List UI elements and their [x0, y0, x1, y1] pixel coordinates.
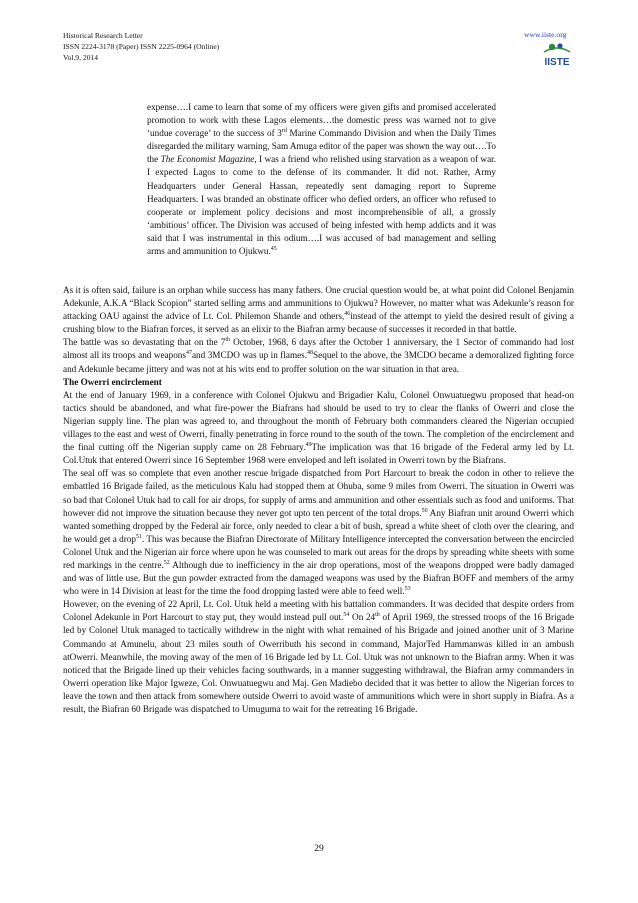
- paragraph-2: [63, 336, 574, 375]
- p2-text-b: October, 1968, 6 days after the October 1 anniversary, the 1 Sector of commando had lost almost all its troops and weapons: [63, 337, 574, 361]
- journal-title: Historical Research Letter: [63, 31, 143, 40]
- footnote-ref-49[interactable]: 49: [305, 442, 312, 449]
- quote-italic-title: The Economist Magazine: [160, 154, 255, 165]
- block-quote: [147, 101, 496, 258]
- journal-url-link[interactable]: www.iiste.org: [524, 30, 567, 39]
- quote-text-2: Marine Commando Division and when the Daily Times disregarded the military warning, Sam Amuga editor of the paper was shown the way out….To the: [147, 128, 496, 165]
- paragraph-1: [63, 284, 574, 336]
- superscript-rd: rd: [281, 128, 287, 135]
- p2-text-c: and 3MCDO was up in flames.: [191, 350, 308, 361]
- p1-text-b: instead of the attempt to yield the desired result of giving a crushing blow to the Biafran forces, it served as an elixir to the Biafran army because of successes it recorded in that battle.: [63, 311, 574, 335]
- superscript-th-2: th: [375, 612, 380, 619]
- p5-text-a: However, on the evening of 22 April, Lt. Col. Utuk held a meeting with his battalion commanders. It was decided that despite orders from Colonel Adekunle in Port Harcourt to stay put, they would instead pull out.: [63, 599, 574, 623]
- superscript-th-1: th: [225, 337, 231, 344]
- page-number: 29: [314, 844, 324, 854]
- p4-text-b: Any Biafran unit around Owerri which wanted something dropped by the Federal air force, only needed to clear a bit of bush, spread a white sheet of cloth over the clearing, and he would get a drop: [63, 507, 574, 544]
- logo-text: IISTE: [544, 57, 570, 68]
- p3-text-b: The implication was that 16 brigade of the Federal army led by Lt. Col.Utuk that entered Owerri since 16 September 1968 were enveloped and left isolated in Owerri town by the Biafrans.: [63, 442, 574, 466]
- footnote-ref-50[interactable]: 50: [421, 507, 428, 514]
- footnote-ref-46[interactable]: 46: [344, 311, 351, 318]
- quote-text-1: expense….I came to learn that some of my officers were given gifts and promised accelerated promotion to work with these Lagos elements…the domestic press was warned not to give ‘undue coverage’ to the success of 3: [147, 102, 496, 139]
- paragraph-5: [63, 598, 574, 716]
- footnote-ref-47[interactable]: 47: [185, 350, 192, 357]
- p4-text-c: . This was because the Biafran Directorate of Military Intelligence intercepted the conversation between the encircled Colonel Utuk and the Nigerian air force where upon he was counseled to mark out areas for the drops by spreading white sheets with some red markings in the centre.: [63, 533, 574, 570]
- section-heading: The Owerri encirclement: [63, 376, 162, 387]
- p5-text-c: of April 1969, the stressed troops of the 16 Brigade led by Colonel Utuk managed to tactically withdrew in the night with what remained of his Brigade and joined another unit of 3 Marine Commando at Amunelu, about 23 miles south of Owerributh his second in command, MajorTed Hammanwas killed in an ambush atOwerri. Meanwhile, the moving away of the men of 16 Brigade led by Lt. Col. Utuk was not unknown to the Biafran army. When it was noticed that the Brigade lined up their vehicles facing southwards, in a manner suggesting withdrawal, the Biafran army commanders in Owerri operation like Major Igweze, Col. Onwuatuegwu and Maj. Gen Madiebo decided that it was better to allow the Nigerian forces to leave the town and then attack from somewhere outside Owerri to avoid waste of ammunitions which were in short supply in Biafra. As a result, the Biafran 60 Brigade was dispatched to Umuguma to wait for the retreating 16 Brigade.: [63, 612, 575, 714]
- paragraph-3: [63, 389, 574, 468]
- quote-text-3: , I was a friend who relished using starvation as a weapon of war. I expected Lagos to come to the defense of its commander. It did not. Rather, Army Headquarters under General Hassan, repeatedly sent damaging report to Supreme Headquarters. I was branded an obstinate officer who defied orders, an officer who refused to cooperate or implement policy decisions and most incomprehensible of all, a grossly ‘ambitious’ officer. The Division was accused of being infested with hemp addicts and it was said that I was instrumental in this odium….I was accused of bad management and selling arms and ammunition to Ojukwu.: [147, 154, 496, 257]
- p4-text-d: Although due to inefficiency in the air drop operations, most of the weapons dropped were badly damaged and was of little use. But the gun powder extracted from the damaged weapons was used by the Biafran BOFF and members of the army who were in 14 Division at least for the time the food dropping lasted were able to feed well.: [63, 559, 574, 597]
- footnote-ref-51[interactable]: 51: [135, 533, 142, 540]
- journal-issn: ISSN 2224-3178 (Paper) ISSN 2225-0964 (Online): [63, 42, 220, 51]
- p1-text-a: As it is often said, failure is an orphan while success has many fathers. One crucial question would be, at what point did Colonel Benjamin Adekunle, A.K.A “Black Scopion” started selling arms and ammunitions to Ojukwu? However, no matter what was Adekunle’s reason for attacking OAU against the advice of Lt. Col. Philemon Shande and others,: [63, 285, 574, 322]
- article-body: [63, 284, 574, 716]
- footnote-ref-48[interactable]: 48: [307, 350, 314, 357]
- p3-text-a: At the end of January 1969, in a conference with Colonel Ojukwu and Brigadier Kalu, Colonel Onwuatuegwu proposed that head-on tactics should be abandoned, and what fire-power the Biafrans had should be used to try to clear the flanks of Owerri and close the Nigerian supply line. The plan was agreed to, and throughout the month of February both commanders cleared the Nigerian occupied villages to the east and west of Owerri, finally penetrating in force round to the south of the town. The completion of the encirclement and the final cutting off the Nigerian supply came on 28 February.: [63, 389, 574, 453]
- footnote-ref-52[interactable]: 52: [163, 559, 170, 566]
- p4-text-a: The seal off was so complete that even another rescue brigade dispatched from Port Harcourt to break the codon in other to relieve the embattled 16 Brigade failed, as the meticulous Kalu had stopped them at Ohuba, some 9 miles from Owerri. The situation in Owerri was so bad that Colonel Utuk had to call for air drops, for supply of arms and ammunition and other essentials such as food and uniforms. That however did not improve the situation because they never got upto ten percent of the total drops.: [63, 468, 574, 518]
- footnote-ref-53[interactable]: 53: [404, 586, 411, 593]
- journal-volume: Vol.9, 2014: [63, 53, 99, 62]
- journal-header: [63, 30, 219, 63]
- footnote-ref-45[interactable]: 45: [270, 245, 277, 252]
- p2-text-d: Sequel to the above, the 3MCDO became a demoralized fighting force and Adekunle became jittery and was not at his wits end to proffer solution on the war situation in that area.: [63, 350, 574, 374]
- iiste-logo-icon: [540, 41, 574, 68]
- p5-text-b: On 24: [349, 612, 376, 623]
- p2-text-a: The battle was so devastating that on the 7: [63, 337, 226, 348]
- paragraph-4: [63, 467, 574, 598]
- footnote-ref-54[interactable]: 54: [343, 612, 350, 619]
